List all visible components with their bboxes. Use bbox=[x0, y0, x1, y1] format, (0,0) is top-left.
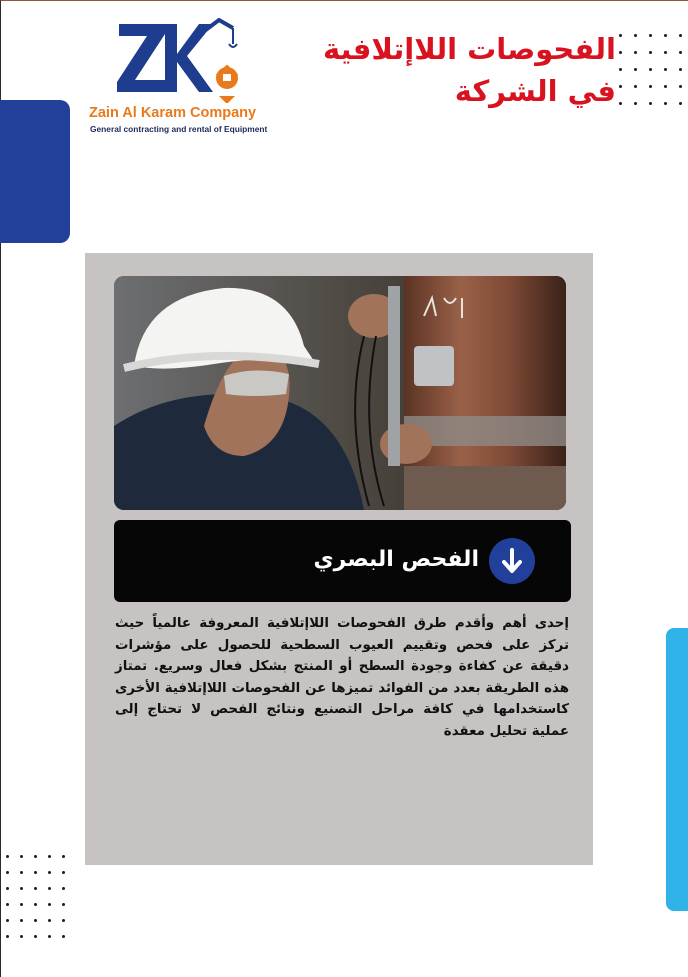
company-logo bbox=[85, 18, 285, 143]
page-title-line-2: في الشركة bbox=[454, 74, 616, 108]
page-title bbox=[296, 28, 616, 112]
section-heading: الفحص البصري bbox=[313, 547, 479, 572]
arrow-down-icon bbox=[489, 538, 535, 584]
content-card bbox=[85, 253, 593, 865]
welding-inspection-photo bbox=[114, 276, 566, 510]
decorative-dots-top bbox=[619, 34, 682, 105]
section-heading-bar bbox=[114, 520, 571, 602]
logo-tagline: General contracting and rental of Equipment bbox=[90, 124, 268, 134]
logo-mark-icon bbox=[115, 18, 245, 103]
page-title-line-1: الفحوصات اللاإتلافية bbox=[322, 32, 616, 66]
decorative-dots-bottom bbox=[6, 855, 65, 938]
section-body-text: إحدى أهم وأقدم طرق الفحوصات اللاإتلافية المعروفة عالمياً حيث تركز على فحص وتقييم العيوب السطحية للحصول على مؤشرات دقيقة عن كفاءة وجودة السطح أو المنتج بشكل فعال وسريع. تمتاز هذه الطريقة بعدد من الفوائد تميزها عن الفحوصات اللاإتلافية الأخرى كاستخدامها في كافة مراحل التصنيع ونتائج الفحص لا تحتاج إلى عملية تحليل معقدة bbox=[115, 616, 569, 739]
left-side-tab bbox=[0, 100, 70, 243]
logo-company-name: Zain Al Karam Company bbox=[89, 105, 257, 121]
right-side-tab bbox=[666, 628, 688, 911]
